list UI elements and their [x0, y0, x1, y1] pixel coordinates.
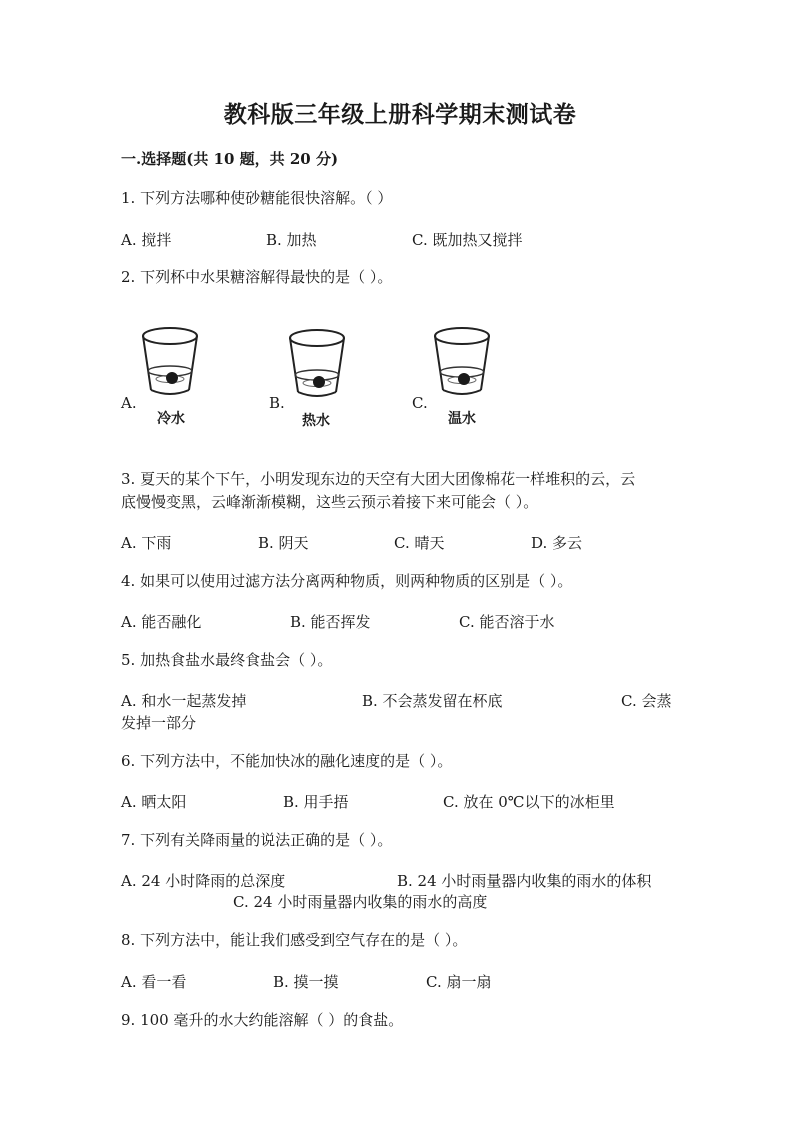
- question-6: 6. 下列方法中，不能加快冰的融化速度的是（ ）。: [121, 752, 453, 770]
- question-4: 4. 如果可以使用过滤方法分离两种物质，则两种物质的区别是（ ）。: [121, 572, 573, 590]
- hot-water-label: 热水: [302, 413, 330, 429]
- question-3-line-2: 底慢慢变黑，云峰渐渐模糊，这些云预示着接下来可能会（ ）。: [121, 493, 539, 511]
- question-7: 7. 下列有关降雨量的说法正确的是（ ）。: [121, 831, 393, 849]
- q8-option-a: A. 看一看: [121, 973, 187, 991]
- q7-option-a: A. 24 小时降雨的总深度: [121, 872, 286, 890]
- q4-option-c: C. 能否溶于水: [459, 613, 555, 631]
- q8-option-b: B. 摸一摸: [273, 973, 339, 991]
- question-5: 5. 加热食盐水最终食盐会（ ）。: [121, 651, 333, 669]
- q7-option-b: B. 24 小时雨量器内收集的雨水的体积: [397, 872, 652, 890]
- q1-option-a: A. 搅拌: [121, 231, 172, 249]
- q2-option-c-letter: C.: [412, 394, 428, 412]
- section-heading: 一.选择题(共 10 题，共 20 分): [121, 150, 339, 168]
- q7-option-c: C. 24 小时雨量器内收集的雨水的高度: [233, 893, 488, 911]
- question-9: 9. 100 毫升的水大约能溶解（ ）的食盐。: [121, 1011, 404, 1029]
- q8-option-c: C. 扇一扇: [426, 973, 492, 991]
- q3-option-c: C. 晴天: [394, 534, 445, 552]
- question-3-line-1: 3. 夏天的某个下午，小明发现东边的天空有大团大团像棉花一样堆积的云，云: [121, 470, 636, 488]
- q4-option-a: A. 能否融化: [121, 613, 202, 631]
- q6-option-a: A. 晒太阳: [121, 793, 187, 811]
- question-2: 2. 下列杯中水果糖溶解得最快的是（ ）。: [121, 268, 393, 286]
- q3-option-a: A. 下雨: [121, 534, 172, 552]
- q5-option-c-continued: 发掉一部分: [121, 714, 197, 732]
- q1-option-b: B. 加热: [266, 231, 317, 249]
- q4-option-b: B. 能否挥发: [290, 613, 371, 631]
- q2-option-b-letter: B.: [269, 394, 285, 412]
- q1-option-c: C. 既加热又搅拌: [412, 231, 523, 249]
- page-title: 教科版三年级上册科学期末测试卷: [223, 102, 577, 128]
- q5-option-c: C. 会蒸: [621, 692, 672, 710]
- warm-water-label: 温水: [448, 411, 476, 427]
- question-1: 1. 下列方法哪种使砂糖能很快溶解。（ ）: [121, 189, 393, 207]
- cold-water-label: 冷水: [157, 411, 185, 427]
- question-8: 8. 下列方法中，能让我们感受到空气存在的是（ ）。: [121, 931, 468, 949]
- q5-option-a: A. 和水一起蒸发掉: [121, 692, 247, 710]
- q6-option-c: C. 放在 0℃以下的冰柜里: [443, 793, 615, 811]
- q3-option-d: D. 多云: [531, 534, 583, 552]
- q6-option-b: B. 用手捂: [283, 793, 349, 811]
- q3-option-b: B. 阴天: [258, 534, 309, 552]
- q5-option-b: B. 不会蒸发留在杯底: [362, 692, 503, 710]
- q2-option-a-letter: A.: [121, 394, 137, 412]
